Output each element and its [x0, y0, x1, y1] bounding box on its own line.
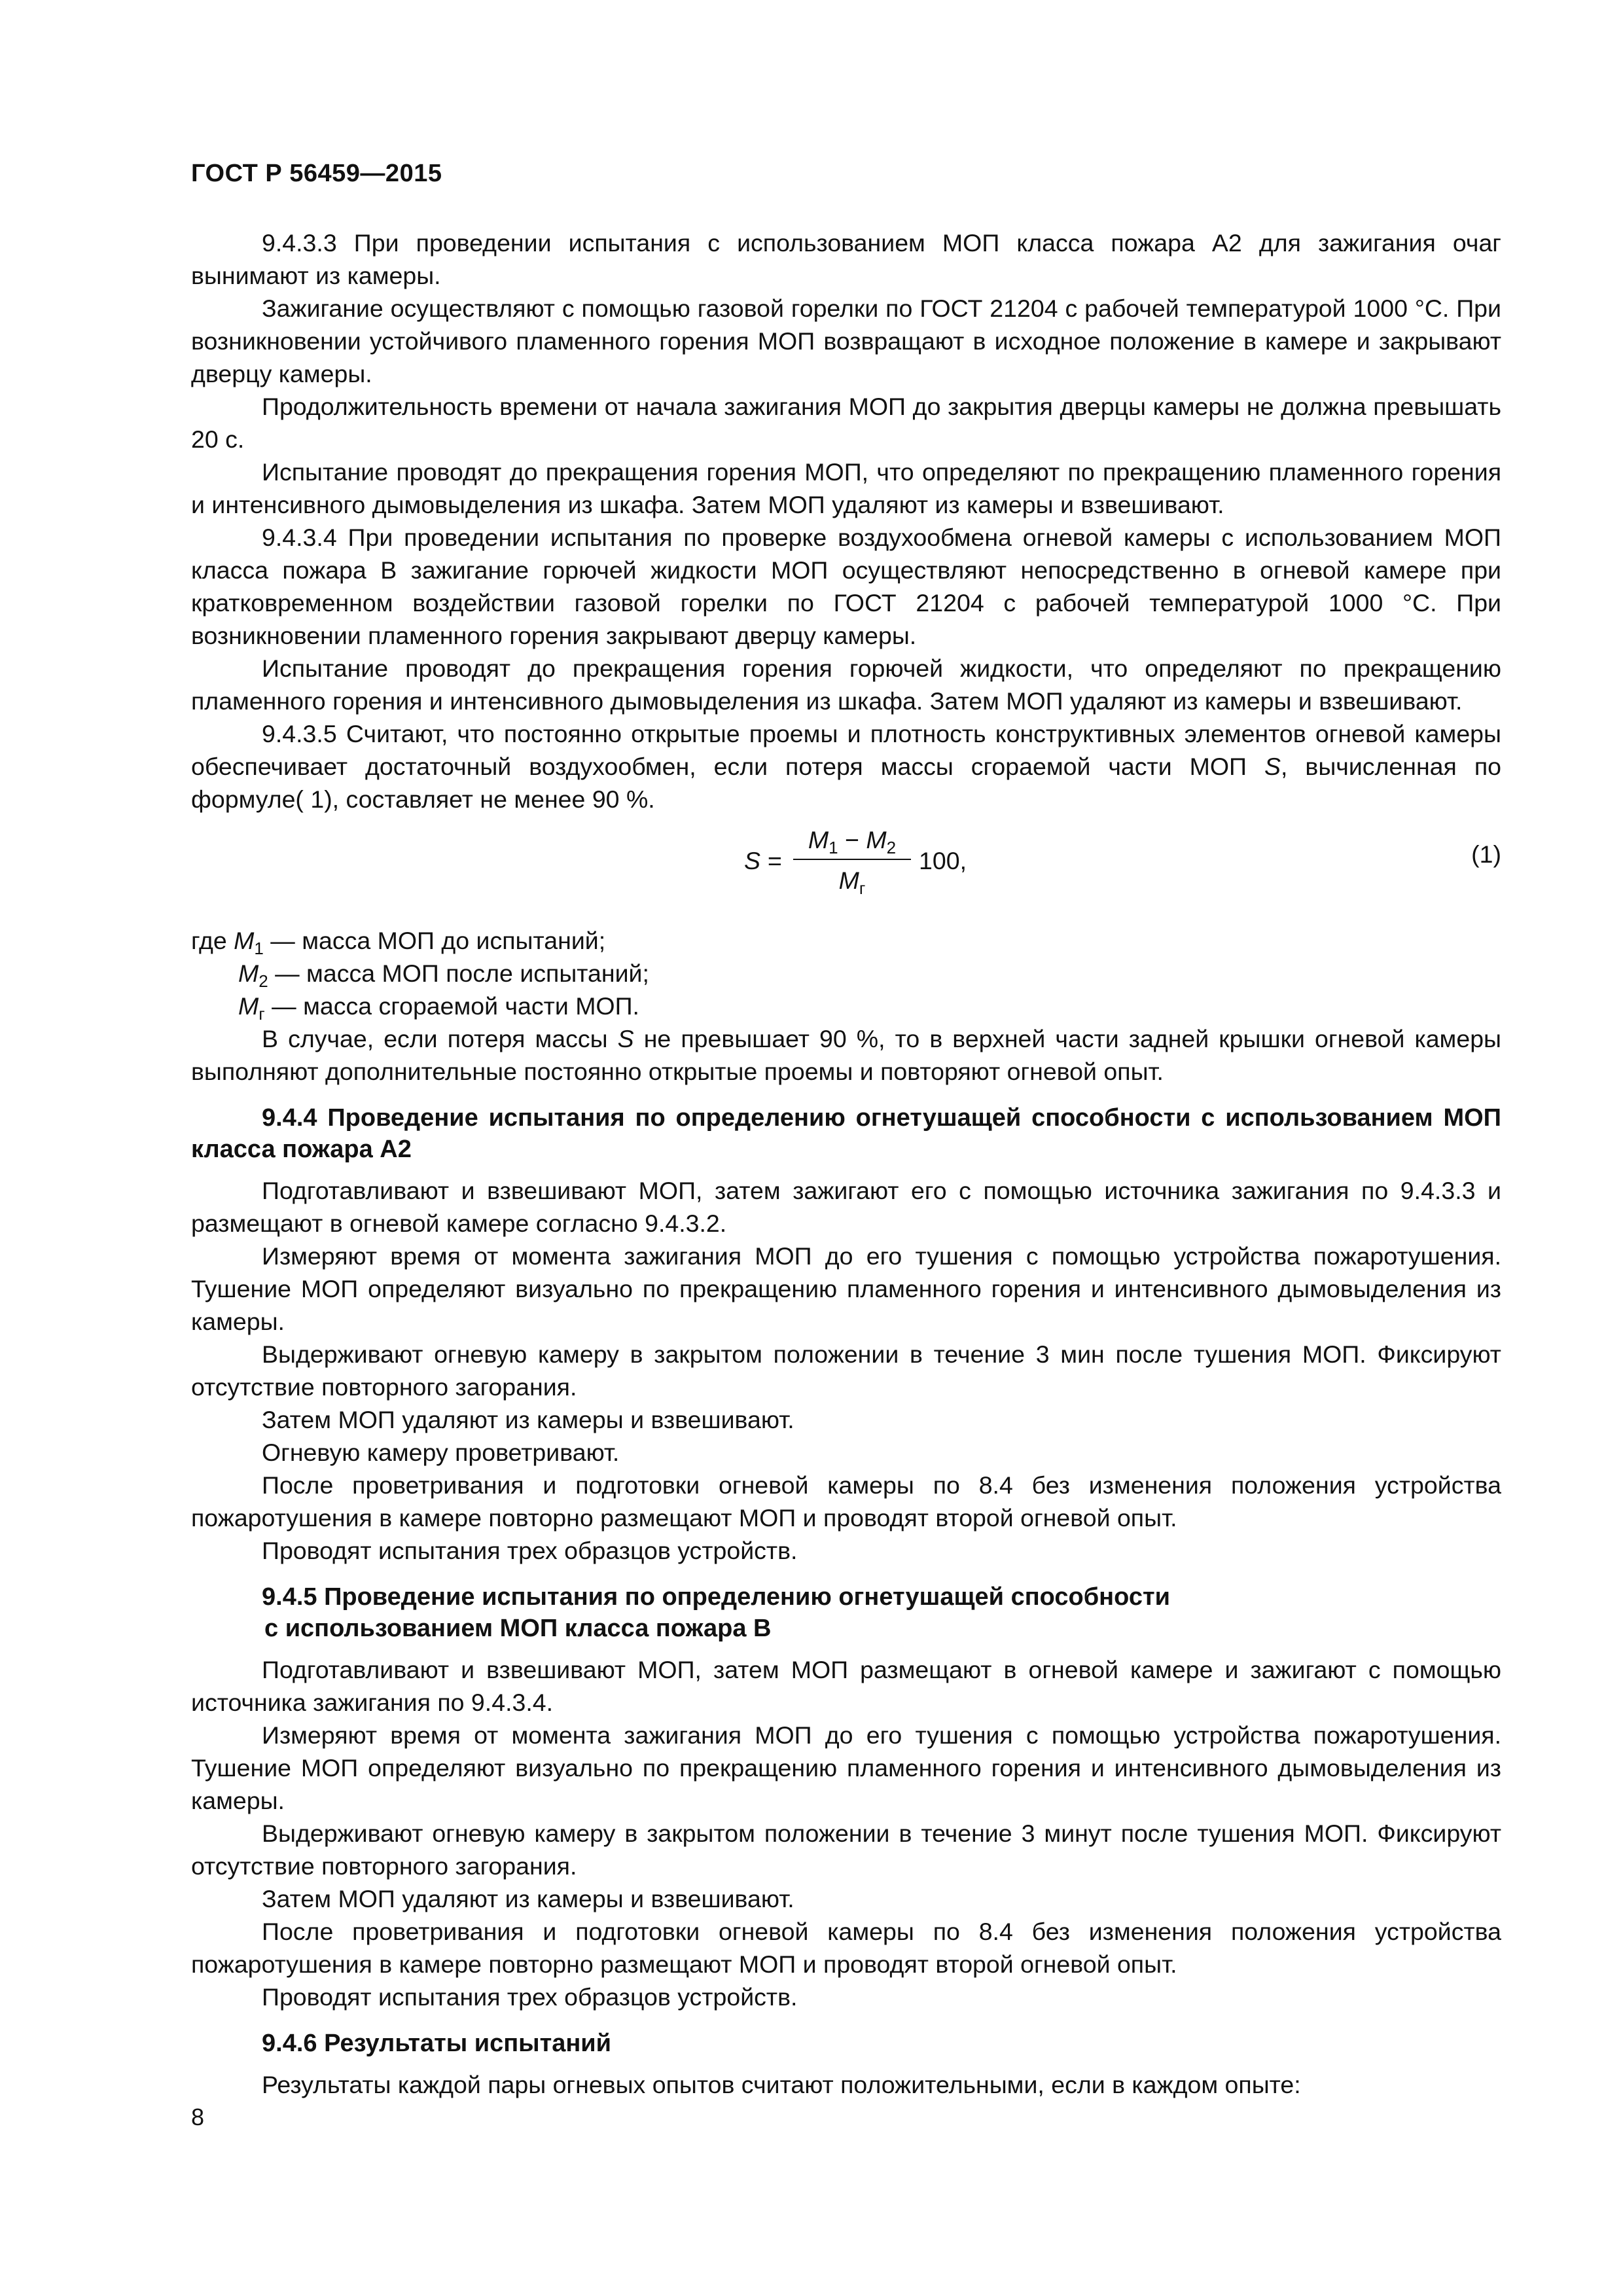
formula-fraction [793, 823, 911, 897]
paragraph: Результаты каждой пары огневых опытов считают положительными, если в каждом опыте: [262, 2071, 1301, 2098]
paragraph: Измеряют время от момента зажигания МОП до его тушения с помощью устройства пожаротушения. Тушение МОП определяют визуально по прекращению пламенного горения и интенсивного дымовыделения из камеры. [191, 1721, 1501, 1814]
paragraph: Проводят испытания трех образцов устройств. [262, 1983, 798, 2011]
formula-1 [191, 818, 1501, 916]
paragraph: Подготавливают и взвешивают МОП, затем зажигают его с помощью источника зажигания по 9.4.3.3 и размещают в огневой камере согласно 9.4.3.2. [191, 1177, 1501, 1237]
paragraph: Выдерживают огневую камеру в закрытом положении в течение 3 мин после тушения МОП. Фиксируют отсутствие повторного загорания. [191, 1340, 1501, 1401]
page-number: 8 [191, 2104, 205, 2130]
paragraph: Затем МОП удаляют из камеры и взвешивают. [262, 1406, 794, 1433]
section-heading-9-4-5: 9.4.5 Проведение испытания по определению огнетушащей способности с использованием МОП класса пожара В [262, 1583, 1170, 1642]
paragraph: Испытание проводят до прекращения горения горючей жидкости, что определяют по прекращению пламенного горения и интенсивного дымовыделения из шкафа. Затем МОП удаляют из камеры и взвешивают. [191, 655, 1501, 715]
where-mg: $M_г$ — масса сгораемой части МОП. [238, 992, 639, 1024]
formula-lhs: S = [744, 847, 782, 874]
paragraph: Огневую камеру проветривают. [262, 1439, 620, 1466]
paragraph-9-4-3-4: 9.4.3.4 При проведении испытания по проверке воздухообмена огневой камеры с использованием МОП класса пожара В зажигание горючей жидкости МОП осуществляют непосредственно в огневой камере при кратковременном воздействии газовой горелки по ГОСТ 21204 с рабочей температурой 1000 °С. При возникновении пламенного горения закрывают дверцу камеры. [191, 524, 1501, 649]
where-m1: где $M_1$ — масса МОП до испытаний; [191, 927, 606, 958]
paragraph: В случае, если потеря массы S не превышает 90 %, то в верхней части задней крышки огневой камеры выполняют дополнительные постоянно открытые проемы и повторяют огневой опыт. [191, 1025, 1502, 1085]
paragraph: Подготавливают и взвешивают МОП, затем МОП размещают в огневой камере и зажигают с помощью источника зажигания по 9.4.3.4. [191, 1656, 1501, 1716]
paragraph: После проветривания и подготовки огневой камеры по 8.4 без изменения положения устройства пожаротушения в камере повторно размещают МОП и проводят второй огневой опыт. [191, 1471, 1501, 1532]
formula-number: (1) [1471, 840, 1501, 868]
where-m2: $M_2$ — масса МОП после испытаний; [238, 960, 649, 991]
paragraph: Зажигание осуществляют с помощью газовой горелки по ГОСТ 21204 с рабочей температурой 1000 °С. При возникновении устойчивого пламенного горения МОП возвращают в исходное положение в камере и закрывают дверцу камеры. [191, 295, 1501, 387]
paragraph-9-4-3-5: 9.4.3.5 Считают, что постоянно открытые проемы и плотность конструктивных элементов огневой камеры обеспечивает достаточный воздухообмен, если потеря массы сгораемой части МОП S, вычисленная по формуле( 1), составляет не менее 90 %. [191, 720, 1501, 813]
paragraph: После проветривания и подготовки огневой камеры по 8.4 без изменения положения устройства пожаротушения в камере повторно размещают МОП и проводят второй огневой опыт. [191, 1918, 1501, 1978]
formula-denominator: $M_г$ [838, 867, 866, 898]
paragraph: Испытание проводят до прекращения горения МОП, что определяют по прекращению пламенного горения и интенсивного дымовыделения из шкафа. Затем МОП удаляют из камеры и взвешивают. [191, 458, 1501, 518]
paragraph: Затем МОП удаляют из камеры и взвешивают. [262, 1885, 794, 1912]
document-body [191, 226, 1501, 2101]
formula-numerator: $M_1 - M_2$ [793, 823, 911, 860]
paragraph: Измеряют время от момента зажигания МОП до его тушения с помощью устройства пожаротушения. Тушение МОП определяют визуально по прекращению пламенного горения и интенсивного дымовыделения из камеры. [191, 1242, 1501, 1335]
formula-tail: 100, [919, 847, 967, 874]
paragraph-9-4-3-3: 9.4.3.3 При проведении испытания с использованием МОП класса пожара А2 для зажигания очаг вынимают из камеры. [191, 229, 1501, 289]
paragraph: Продолжительность времени от начала зажигания МОП до закрытия дверцы камеры не должна превышать 20 с. [191, 393, 1501, 453]
paragraph: Проводят испытания трех образцов устройств. [262, 1537, 798, 1564]
section-heading-9-4-4: 9.4.4 Проведение испытания по определению огнетушащей способности с использованием МОП класса пожара А2 [191, 1104, 1501, 1163]
document-header: ГОСТ Р 56459—2015 [191, 160, 442, 187]
section-heading-9-4-6: 9.4.6 Результаты испытаний [262, 2030, 612, 2057]
paragraph: Выдерживают огневую камеру в закрытом положении в течение 3 минут после тушения МОП. Фиксируют отсутствие повторного загорания. [191, 1820, 1501, 1880]
variable-s: S [1264, 753, 1281, 780]
